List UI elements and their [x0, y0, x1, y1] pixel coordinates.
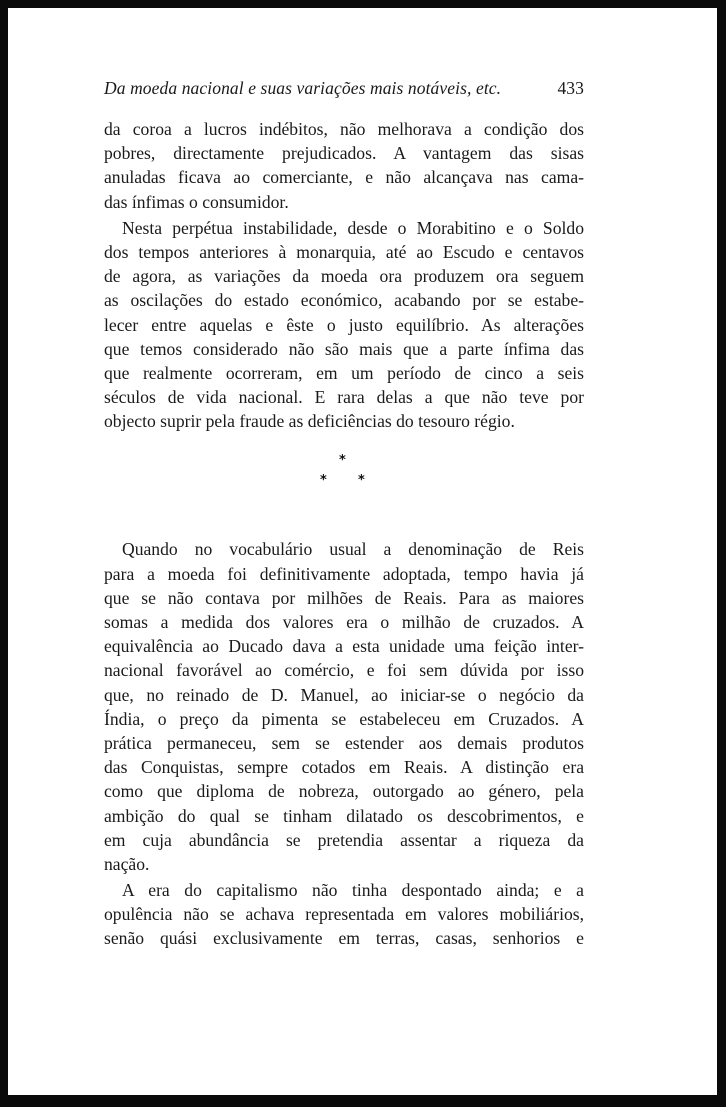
text-line: que se não contava por milhões de Reais. Para as maiores: [104, 587, 584, 608]
text-line: objecto suprir pela fraude as deficiências do tesouro régio.: [104, 411, 515, 432]
text-line: da coroa a lucros indébitos, não melhorava a condição dos: [104, 119, 584, 139]
text-line: que realmente ocorreram, em um período de cinco a seis: [104, 362, 584, 383]
running-head: [104, 78, 584, 108]
text-line: das Conquistas, sempre cotados em Reais. A distinção era: [104, 757, 584, 778]
text-line: nação.: [104, 853, 150, 874]
text-line: senão quási exclusivamente em terras, casas, senhorios e: [104, 928, 584, 949]
text-line: dos tempos anteriores à monarquia, até ao Escudo e centavos: [104, 241, 584, 262]
paragraph-reis: [104, 537, 584, 876]
text-line: em cuja abundância se pretendia assentar a riqueza da: [104, 829, 584, 850]
paragraph-continued: [104, 117, 584, 214]
text-line: ambição do qual se tinham dilatado os descobrimentos, e: [104, 805, 584, 826]
asterisk-left: *: [320, 473, 327, 489]
text-line: das ínfimas o consumidor.: [104, 191, 289, 212]
text-line: opulência não se achava representada em valores mobiliários,: [104, 904, 584, 925]
text-line: que, no reinado de D. Manuel, ao iniciar-se o negócio da: [104, 684, 584, 705]
text-line: lecer entre aquelas e êste o justo equilíbrio. As alterações: [104, 314, 584, 335]
book-page: [104, 78, 584, 951]
text-line: anuladas ficava ao comerciante, e não alcançava nas cama-: [104, 167, 584, 188]
asterisk-top: *: [339, 453, 346, 469]
text-line: pobres, directamente prejudicados. A vantagem das sisas: [104, 143, 584, 164]
text-line: de agora, as variações da moeda ora produzem ora seguem: [104, 266, 584, 287]
paragraph-capitalism: [104, 878, 584, 951]
text-line: A era do capitalismo não tinha despontado ainda; e a: [122, 880, 584, 901]
text-line: equivalência ao Ducado dava a esta unidade uma feição inter-: [104, 636, 584, 657]
text-line: Índia, o preço da pimenta se estabeleceu em Cruzados. A: [104, 708, 584, 729]
text-line: somas a medida dos valores era o milhão de cruzados. A: [104, 612, 584, 632]
text-line: Quando no vocabulário usual a denominação de Reis: [122, 539, 584, 560]
text-line: prática permaneceu, sem se estender aos demais produtos: [104, 732, 584, 753]
text-line: as oscilações do estado económico, acabando por se estabe-: [104, 290, 584, 311]
section-asterism: [104, 453, 584, 513]
page-number: 433: [557, 78, 584, 98]
text-line: que temos considerado não são mais que a parte ínfima das: [104, 338, 584, 359]
asterisk-right: *: [358, 473, 365, 489]
running-title: Da moeda nacional e suas variações mais notáveis, etc.: [104, 78, 502, 98]
text-line: Nesta perpétua instabilidade, desde o Morabitino e o Soldo: [122, 217, 584, 238]
text-line: como que diploma de nobreza, outorgado ao género, pela: [104, 781, 584, 802]
text-line: para a moeda foi definitivamente adoptada, tempo havia já: [104, 563, 584, 584]
text-line: séculos de vida nacional. E rara delas a que não teve por: [104, 387, 584, 408]
paragraph-instability: [104, 216, 584, 434]
text-line: nacional favorável ao comércio, e foi sem dúvida por isso: [104, 660, 584, 681]
